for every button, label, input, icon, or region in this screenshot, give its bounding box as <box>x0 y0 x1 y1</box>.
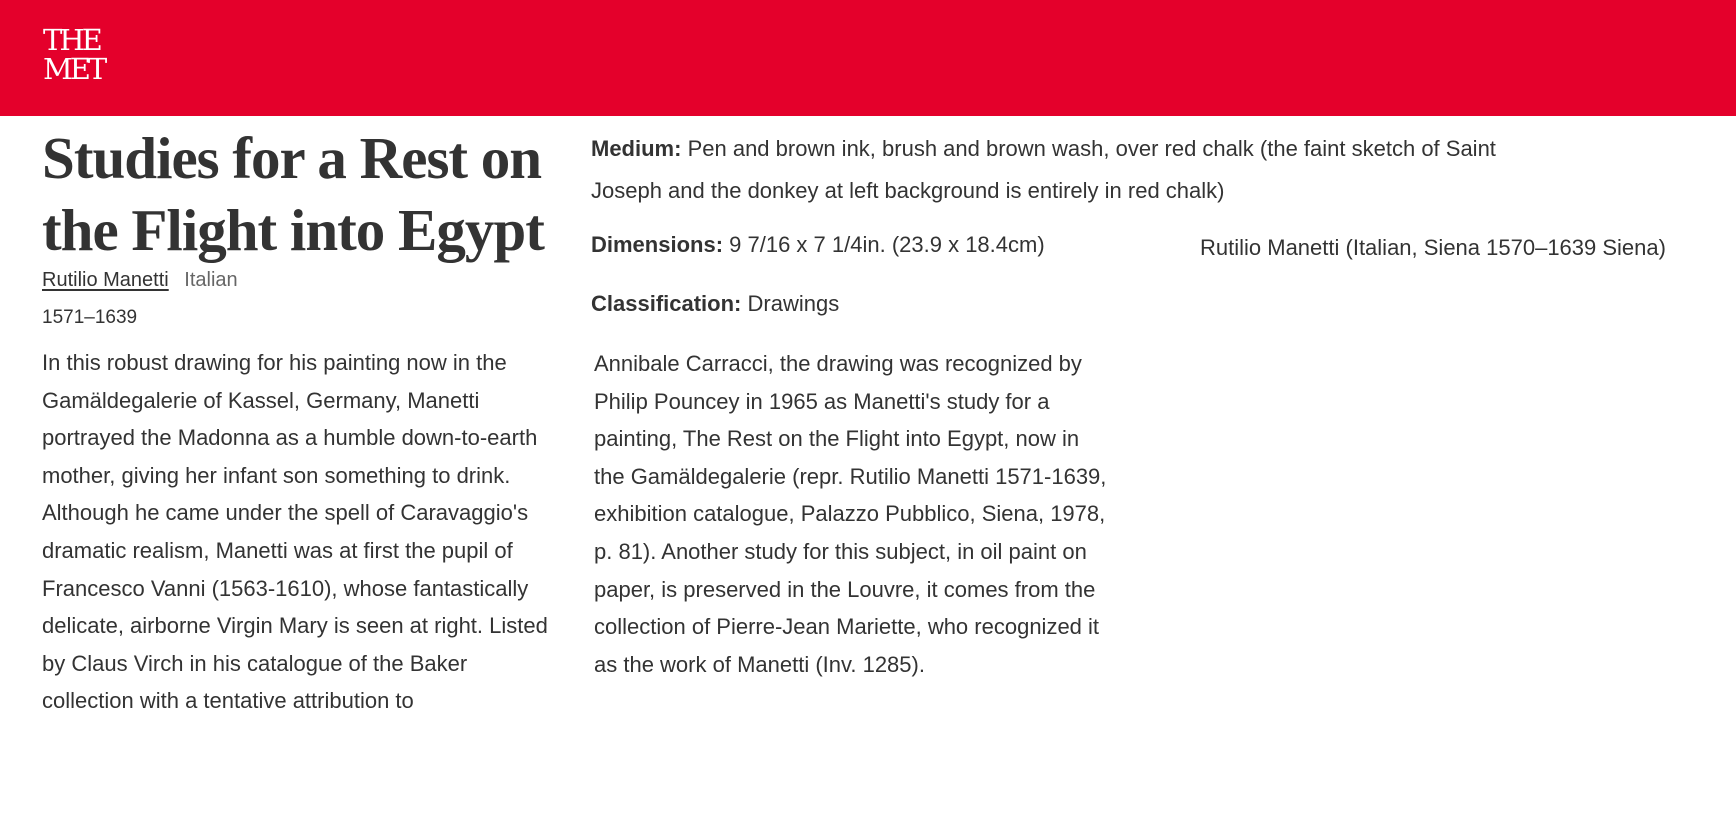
dimensions-field <box>591 232 1045 258</box>
artist-link[interactable]: Rutilio Manetti <box>42 269 169 291</box>
artist-nationality: Italian <box>184 269 238 291</box>
description-text-1: In this robust drawing for his painting now in the Gamäldegalerie of Kassel, Germany, Manetti portrayed the Madonna as a humble down-to-earth mother, giving her infant son something to drink. Although he came under the spell of Caravaggio's dramatic realism, Manetti was at first the pupil of Francesco Vanni (1563-1610), whose fantastically delicate, airborne Virgin Mary is seen at right. Listed by Claus Virch in his catalogue of the Baker collection with a tentative attribution to <box>42 350 548 714</box>
dimensions-label: Dimensions: <box>591 232 724 257</box>
medium-value: Pen and brown ink, brush and brown wash, over red chalk (the faint sketch of Saint Joseph and the donkey at left background is entirely in red chalk) <box>591 136 1496 203</box>
classification-value: Drawings <box>747 291 840 316</box>
dimensions-value: 9 7/16 x 7 1/4in. (23.9 x 18.4cm) <box>729 232 1045 257</box>
description-text-2: Annibale Carracci, the drawing was recognized by Philip Pouncey in 1965 as Manetti's study for a painting, The Rest on the Flight into Egypt, now in the Gamäldegalerie (repr. Rutilio Manetti 1571-1639, exhibition catalogue, Palazzo Pubblico, Siena, 1978, p. 81). Another study for this subject, in oil paint on paper, is preserved in the Louvre, it comes from the collection of Pierre-Jean Mariette, who recognized it as the work of Manetti (Inv. 1285). <box>594 351 1107 677</box>
classification-label: Classification: <box>591 291 742 316</box>
met-logo[interactable] <box>43 23 105 86</box>
artist-line <box>42 269 238 292</box>
artist-dates: 1571–1639 <box>42 307 138 328</box>
artwork-title: Studies for a Rest on the Flight into Egypt <box>42 125 544 263</box>
medium-field <box>591 128 1531 212</box>
logo-line-2: MET <box>43 52 105 86</box>
description-column-1 <box>42 344 552 720</box>
medium-label: Medium: <box>591 136 682 161</box>
description-column-2 <box>594 345 1114 683</box>
site-header <box>0 0 1736 116</box>
classification-field <box>591 291 839 317</box>
logo-line-1: THE <box>43 23 100 57</box>
artist-attribution: Rutilio Manetti (Italian, Siena 1570–1639 Siena) <box>1200 235 1666 260</box>
